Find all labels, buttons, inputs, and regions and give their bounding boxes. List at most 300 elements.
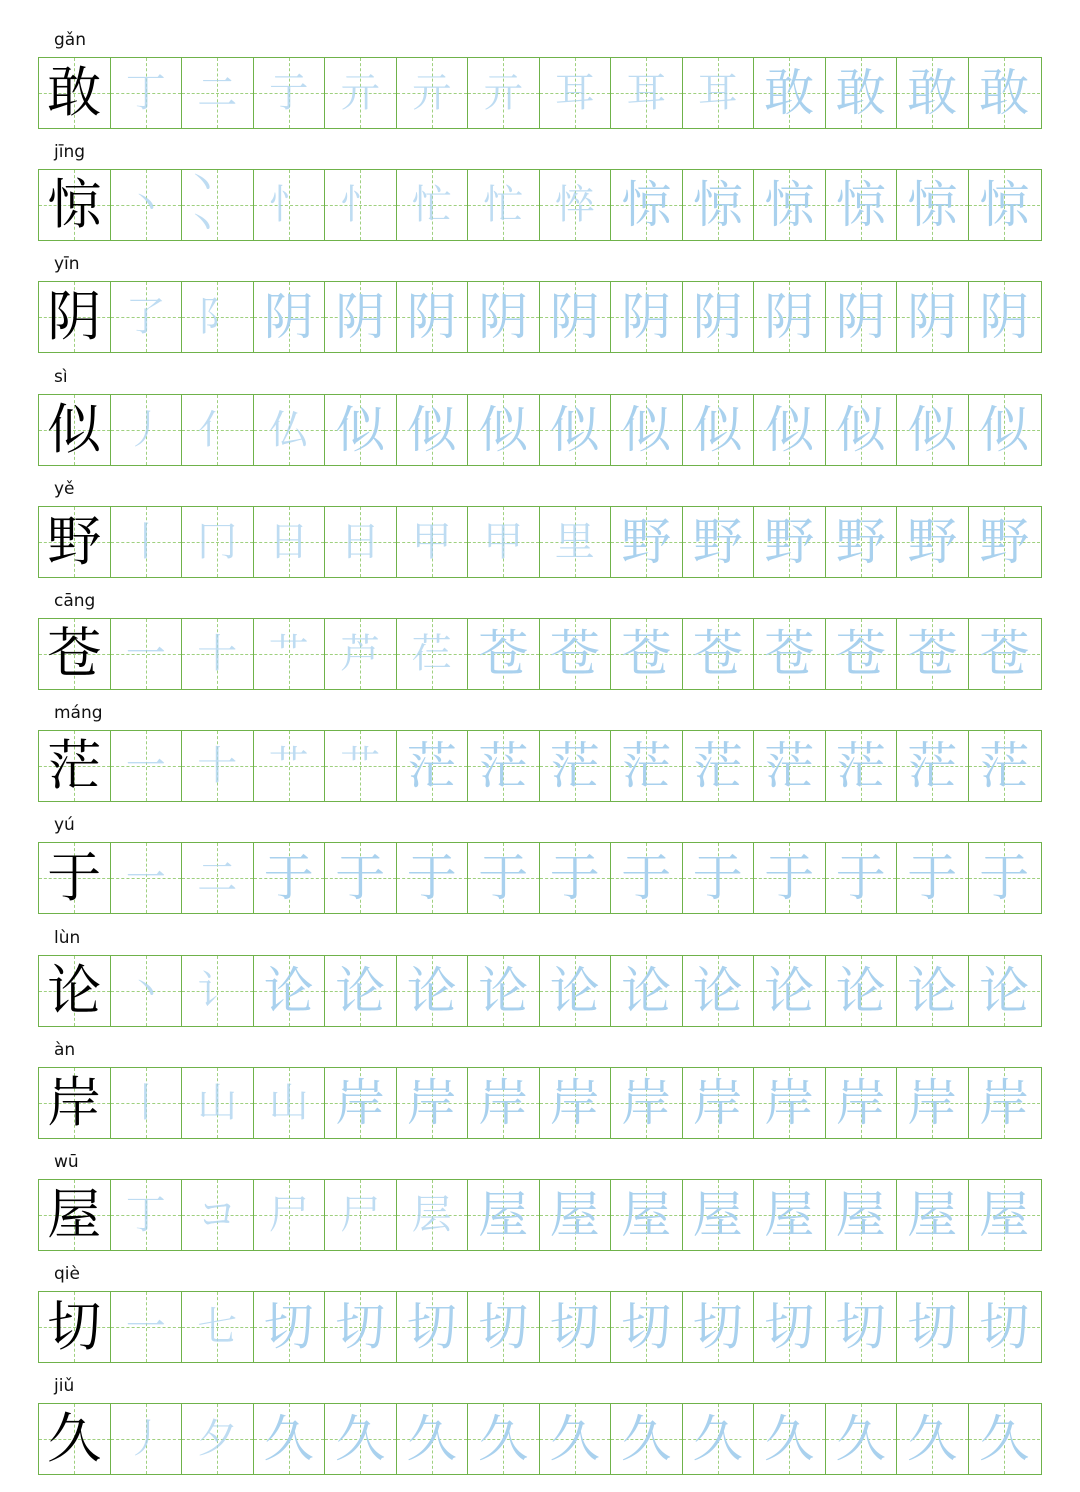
stroke-step-cell [182,1404,254,1474]
stroke-step-cell [611,170,683,240]
stroke-step-glyph: 久 [263,1410,314,1469]
stroke-step-cell [897,1180,969,1250]
stroke-step-cell [468,731,540,801]
stroke-step-cell [611,507,683,577]
pinyin-label: cāng [54,591,96,611]
stroke-step-glyph: 讠 [197,967,238,1014]
stroke-step-glyph: 苍 [692,625,743,683]
stroke-step-cell [683,507,755,577]
character-row [38,142,1042,254]
stroke-step-glyph: 仏 [268,406,309,453]
model-character-cell [39,1404,111,1474]
stroke-step-glyph: 阴 [263,288,314,347]
stroke-step-cell [111,1404,183,1474]
stroke-step-cell [111,1292,183,1362]
stroke-step-cell [254,843,326,913]
stroke-step-cell [397,843,469,913]
character-row [38,367,1042,479]
stroke-step-cell [754,282,826,352]
stroke-step-glyph: 论 [907,961,958,1020]
stroke-step-cell [611,731,683,801]
pinyin-label: yīn [54,254,80,275]
stroke-step-cell [826,619,898,689]
stroke-step-glyph: 于 [835,849,886,908]
stroke-step-cell [754,507,826,577]
stroke-step-cell [111,956,183,1026]
stroke-step-glyph: 久 [406,1410,457,1469]
stroke-step-glyph: 久 [621,1410,672,1469]
stroke-step-cell [897,58,969,128]
stroke-step-glyph: 亍 [268,70,309,116]
stroke-step-cell [540,1180,612,1250]
stroke-step-glyph: 于 [979,849,1030,908]
stroke-step-glyph: 一 [125,1304,166,1351]
stroke-step-glyph: 里 [554,518,595,565]
stroke-step-cell [683,1292,755,1362]
stroke-step-glyph: 似 [621,400,672,459]
stroke-step-glyph: 艹 [268,743,309,790]
stroke-step-glyph: 耳 [554,70,595,116]
stroke-step-cell [111,282,183,352]
character-row [38,479,1042,591]
stroke-step-cell [182,731,254,801]
stroke-step-glyph: 论 [335,961,386,1020]
character-row [38,1264,1042,1376]
character-row [38,703,1042,815]
stroke-step-glyph: 岸 [907,1073,958,1132]
stroke-step-glyph: 芢 [411,631,452,677]
stroke-step-glyph: 岸 [549,1073,600,1132]
pinyin-label: lùn [54,927,81,948]
stroke-step-cell [683,1068,755,1138]
stroke-step-cell [969,731,1041,801]
stroke-step-glyph: 苍 [621,625,672,683]
stroke-step-glyph: 苍 [478,625,529,683]
stroke-step-cell [325,170,397,240]
stroke-step-cell [754,731,826,801]
stroke-step-cell [397,1292,469,1362]
stroke-step-glyph: 惊 [907,176,958,235]
stroke-step-glyph: 似 [549,400,600,459]
stroke-step-cell [683,1180,755,1250]
stroke-step-cell [969,619,1041,689]
stroke-step-cell [969,1404,1041,1474]
stroke-step-cell [611,1180,683,1250]
pinyin-label: máng [54,703,103,724]
stroke-step-cell [254,395,326,465]
pinyin-label: jīng [54,142,86,163]
stroke-step-glyph: 日 [268,518,309,565]
stroke-step-glyph: 似 [478,400,529,459]
model-character-cell [39,731,111,801]
stroke-step-glyph: 岸 [979,1073,1030,1132]
stroke-step-glyph: 论 [692,961,743,1020]
model-character: 切 [47,1295,102,1359]
character-row [38,30,1042,142]
model-character-cell [39,1180,111,1250]
model-character: 于 [47,846,102,910]
stroke-step-glyph: 敢 [979,64,1030,122]
stroke-step-cell [897,956,969,1026]
stroke-step-cell [397,170,469,240]
model-character: 茫 [47,734,102,798]
stroke-step-glyph: 切 [406,1298,457,1357]
stroke-step-cell [897,1068,969,1138]
stroke-step-cell [254,1404,326,1474]
stroke-step-glyph: 忙 [483,182,524,229]
stroke-step-cell [254,1180,326,1250]
stroke-step-cell [468,1292,540,1362]
stroke-step-glyph: 论 [549,961,600,1020]
model-character: 岸 [47,1070,102,1134]
stroke-step-glyph: 苍 [764,625,815,683]
model-character-cell [39,1068,111,1138]
stroke-step-glyph: 似 [835,400,886,459]
character-row [38,254,1042,366]
stroke-step-glyph: 野 [621,512,672,571]
stroke-step-cell [397,507,469,577]
stroke-step-cell [540,507,612,577]
stroke-step-cell [397,956,469,1026]
stroke-step-cell [254,282,326,352]
model-character-cell [39,507,111,577]
stroke-step-glyph: 岸 [621,1073,672,1132]
stroke-step-glyph: 论 [621,961,672,1020]
stroke-step-glyph: 论 [979,961,1030,1020]
writing-grid [38,1179,1042,1251]
stroke-step-cell [111,1068,183,1138]
stroke-step-cell [540,1292,612,1362]
stroke-step-cell [754,1292,826,1362]
stroke-step-cell [254,1068,326,1138]
stroke-step-cell [468,395,540,465]
stroke-step-cell [683,619,755,689]
stroke-step-cell [397,395,469,465]
stroke-step-glyph: 丶丶 [182,170,222,241]
stroke-step-cell [325,619,397,689]
stroke-step-glyph: 丁 [125,70,166,116]
stroke-step-cell [897,1404,969,1474]
stroke-step-glyph: 切 [835,1298,886,1357]
stroke-step-glyph: 切 [478,1298,529,1357]
stroke-step-glyph: 亓 [483,70,524,116]
stroke-step-glyph: 久 [907,1410,958,1469]
stroke-step-glyph: 于 [478,849,529,908]
stroke-step-glyph: 于 [335,849,386,908]
stroke-step-cell [182,170,254,240]
stroke-step-glyph: 敢 [835,64,886,122]
stroke-step-glyph: 岸 [335,1073,386,1132]
stroke-step-glyph: 岸 [692,1073,743,1132]
stroke-step-glyph: 甲 [483,518,524,565]
stroke-step-cell [683,395,755,465]
stroke-step-glyph: 苍 [835,625,886,683]
stroke-step-glyph: 尸 [340,1192,381,1238]
stroke-step-glyph: 阴 [764,288,815,347]
stroke-step-cell [897,619,969,689]
writing-grid [38,394,1042,466]
stroke-step-cell [182,1292,254,1362]
character-row [38,1376,1042,1488]
stroke-step-cell [683,282,755,352]
stroke-step-glyph: 一 [125,855,166,902]
stroke-step-cell [540,58,612,128]
character-row [38,1040,1042,1152]
stroke-step-cell [182,1180,254,1250]
pinyin-label: yú [54,815,75,836]
stroke-step-glyph: 丨 [125,518,166,565]
stroke-step-glyph: 一 [125,631,166,677]
stroke-step-glyph: 屋 [478,1186,529,1244]
stroke-step-glyph: 于 [406,849,457,908]
stroke-step-cell [897,507,969,577]
writing-grid [38,169,1042,241]
stroke-step-cell [397,58,469,128]
stroke-step-cell [468,507,540,577]
pinyin-label: wū [54,1152,79,1172]
stroke-step-glyph: 丨 [125,1079,166,1126]
stroke-step-glyph: 亓 [340,70,381,116]
stroke-step-glyph: 夕 [197,1416,238,1463]
model-character: 苍 [47,622,102,685]
stroke-step-cell [111,731,183,801]
stroke-step-cell [468,170,540,240]
stroke-step-glyph: 阴 [406,288,457,347]
stroke-step-cell [826,1404,898,1474]
stroke-step-glyph: 阴 [835,288,886,347]
stroke-step-glyph: 论 [835,961,886,1020]
stroke-step-glyph: 岸 [835,1073,886,1132]
stroke-step-glyph: 似 [764,400,815,459]
stroke-step-cell [826,1068,898,1138]
stroke-step-glyph: 丿 [125,406,166,453]
stroke-step-cell [254,170,326,240]
stroke-step-cell [897,170,969,240]
stroke-step-glyph: 尸 [268,1192,309,1238]
stroke-step-cell [325,507,397,577]
stroke-step-glyph: 久 [692,1410,743,1469]
stroke-step-cell [325,731,397,801]
stroke-step-cell [540,731,612,801]
stroke-step-cell [468,619,540,689]
stroke-step-glyph: 阴 [478,288,529,347]
stroke-step-glyph: 艹 [268,631,309,677]
stroke-step-cell [611,1292,683,1362]
stroke-step-cell [325,282,397,352]
stroke-step-cell [611,58,683,128]
stroke-step-glyph: 茫 [764,737,815,796]
stroke-step-glyph: 亻 [197,406,238,453]
stroke-step-cell [254,1292,326,1362]
writing-grid [38,618,1042,690]
stroke-step-glyph: 切 [549,1298,600,1357]
stroke-step-glyph: 切 [263,1298,314,1357]
writing-grid [38,1403,1042,1475]
stroke-step-glyph: 野 [692,512,743,571]
stroke-step-glyph: 野 [979,512,1030,571]
stroke-step-glyph: 论 [478,961,529,1020]
writing-grid [38,842,1042,914]
stroke-step-cell [397,1180,469,1250]
stroke-step-cell [969,58,1041,128]
stroke-step-glyph: 茫 [621,737,672,796]
stroke-step-glyph: 切 [764,1298,815,1357]
stroke-step-cell [969,956,1041,1026]
stroke-step-glyph: 甲 [411,518,452,565]
stroke-step-glyph: 阴 [979,288,1030,347]
stroke-step-cell [969,507,1041,577]
stroke-step-cell [325,58,397,128]
pinyin-label: qiè [54,1264,80,1285]
stroke-step-cell [111,843,183,913]
model-character: 久 [47,1407,102,1471]
stroke-step-cell [611,1404,683,1474]
stroke-step-cell [826,507,898,577]
stroke-step-cell [754,170,826,240]
writing-grid [38,730,1042,802]
stroke-step-glyph: 阴 [621,288,672,347]
stroke-step-glyph: 切 [621,1298,672,1357]
stroke-step-glyph: 茫 [478,737,529,796]
stroke-step-glyph: 似 [907,400,958,459]
writing-grid [38,281,1042,353]
stroke-step-cell [826,1292,898,1362]
stroke-step-cell [826,58,898,128]
stroke-step-cell [325,1404,397,1474]
stroke-step-glyph: 切 [692,1298,743,1357]
stroke-step-glyph: 茫 [907,737,958,796]
stroke-step-cell [111,395,183,465]
stroke-step-cell [897,282,969,352]
stroke-step-glyph: 屋 [979,1186,1030,1244]
stroke-step-cell [969,1180,1041,1250]
stroke-step-cell [468,843,540,913]
stroke-step-glyph: 亓 [411,70,452,116]
stroke-step-cell [969,1292,1041,1362]
model-character: 论 [47,958,102,1022]
stroke-step-cell [468,1068,540,1138]
stroke-step-glyph: 似 [692,400,743,459]
character-row [38,1152,1042,1264]
stroke-step-glyph: 久 [549,1410,600,1469]
stroke-step-cell [897,843,969,913]
stroke-step-cell [969,395,1041,465]
stroke-step-glyph: 久 [478,1410,529,1469]
pinyin-label: gǎn [54,30,86,50]
stroke-step-cell [683,1404,755,1474]
stroke-step-glyph: 于 [692,849,743,908]
stroke-step-glyph: 久 [835,1410,886,1469]
stroke-step-glyph: 山 [268,1079,309,1126]
stroke-step-glyph: 论 [406,961,457,1020]
stroke-step-glyph: 惊 [979,176,1030,235]
stroke-step-glyph: 似 [406,400,457,459]
stroke-step-cell [111,170,183,240]
stroke-step-glyph: 切 [907,1298,958,1357]
stroke-step-cell [468,58,540,128]
model-character-cell [39,956,111,1026]
stroke-step-cell [325,395,397,465]
stroke-step-glyph: 日 [340,518,381,565]
stroke-step-glyph: 敢 [764,64,815,122]
stroke-step-glyph: 屋 [764,1186,815,1244]
stroke-step-glyph: 十 [197,631,238,677]
stroke-step-cell [826,282,898,352]
stroke-step-cell [754,1404,826,1474]
stroke-step-cell [325,956,397,1026]
stroke-step-cell [754,1068,826,1138]
stroke-step-cell [683,731,755,801]
pinyin-label: àn [54,1039,76,1060]
stroke-step-cell [826,1180,898,1250]
stroke-step-cell [826,731,898,801]
stroke-step-cell [254,507,326,577]
stroke-step-cell [397,619,469,689]
stroke-step-cell [754,58,826,128]
model-character: 似 [47,397,102,461]
stroke-step-glyph: 十 [197,743,238,790]
stroke-step-glyph: 阴 [335,288,386,347]
model-character-cell [39,282,111,352]
writing-grid [38,57,1042,129]
stroke-step-glyph: 惊 [621,176,672,235]
stroke-step-glyph: 屋 [907,1186,958,1244]
stroke-step-glyph: 了 [125,294,166,341]
stroke-step-cell [540,956,612,1026]
stroke-step-glyph: 茫 [979,737,1030,796]
stroke-step-cell [111,619,183,689]
stroke-step-glyph: 七 [197,1304,238,1351]
stroke-step-glyph: 忄 [268,182,309,229]
model-character-cell [39,619,111,689]
model-character-cell [39,58,111,128]
stroke-step-cell [397,1404,469,1474]
stroke-step-glyph: 于 [764,849,815,908]
character-row [38,928,1042,1040]
stroke-step-glyph: 于 [621,849,672,908]
stroke-step-cell [325,1180,397,1250]
model-character-cell [39,843,111,913]
stroke-step-cell [111,1180,183,1250]
stroke-step-glyph: 丶 [125,967,166,1014]
pinyin-label: jiǔ [54,1376,75,1397]
stroke-step-glyph: 屋 [621,1186,672,1244]
model-character-cell [39,170,111,240]
stroke-step-glyph: 二 [197,855,238,902]
stroke-step-cell [182,395,254,465]
stroke-step-glyph: 丶 [125,182,166,229]
stroke-step-glyph: 茫 [692,737,743,796]
stroke-step-glyph: 久 [979,1410,1030,1469]
stroke-step-glyph: 于 [549,849,600,908]
stroke-step-cell [111,507,183,577]
stroke-step-glyph: 层 [411,1192,452,1238]
stroke-step-cell [683,843,755,913]
stroke-step-cell [540,1404,612,1474]
stroke-step-glyph: 敢 [907,64,958,122]
stroke-step-cell [254,956,326,1026]
stroke-step-glyph: 于 [907,849,958,908]
stroke-step-glyph: 屋 [835,1186,886,1244]
stroke-step-glyph: 忙 [411,182,452,229]
stroke-step-glyph: 忄 [340,182,381,229]
model-character: 惊 [47,173,102,237]
writing-grid [38,1067,1042,1139]
stroke-step-cell [683,58,755,128]
stroke-step-cell [325,1068,397,1138]
stroke-step-cell [182,843,254,913]
stroke-step-glyph: 阴 [692,288,743,347]
